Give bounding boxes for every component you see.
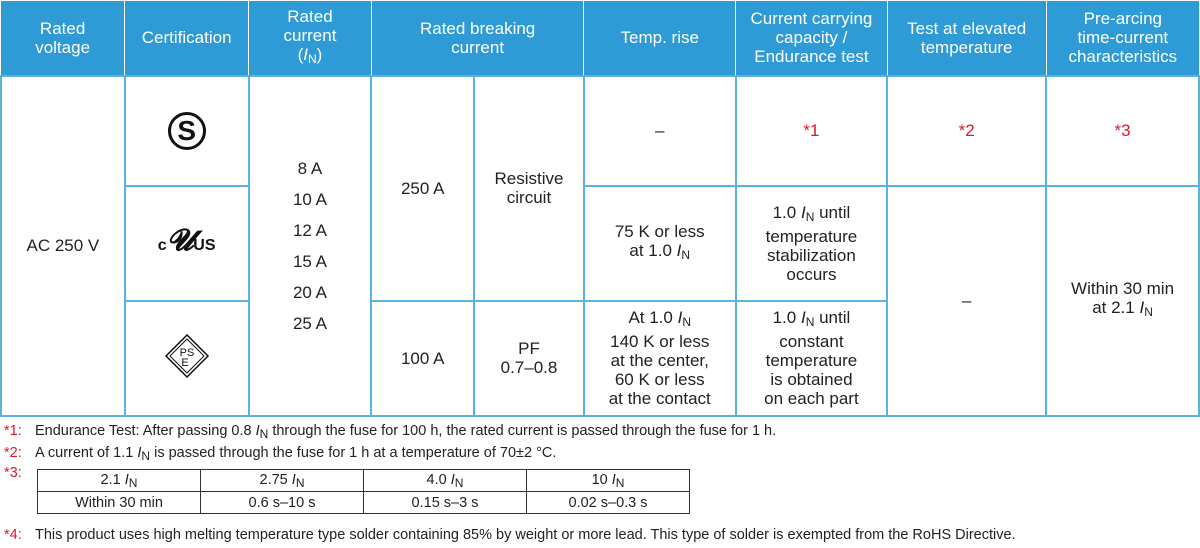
- time-table-header: 2.75 $I_N$: [201, 470, 364, 492]
- elevated-s-cell: *2: [887, 76, 1046, 186]
- footnote-3: *3:: [4, 465, 22, 481]
- header-pre-arcing: Pre-arcing time-current characteristics: [1046, 1, 1199, 76]
- voltage-cell: AC 250 V: [1, 76, 125, 416]
- time-table-header: 4.0 $I_N$: [364, 470, 527, 492]
- svg-text:PS: PS: [179, 347, 195, 359]
- time-table-cell: 0.15 s–3 s: [364, 492, 527, 514]
- s-mark-logo: S: [168, 112, 206, 150]
- time-table-header: 2.1 $I_N$: [38, 470, 201, 492]
- footnote-4: *4: This product uses high melting temperature type solder containing 85% by weight or more lead. This type of solder is exempted from the RoHS Directive.: [4, 527, 1016, 543]
- carry-pse-cell: 1.0 $I_N$ until constant temperature is obtained on each part: [736, 301, 888, 416]
- time-table-cell: 0.6 s–10 s: [201, 492, 364, 514]
- footnote-2: *2: A current of 1.1 $I_N$ is passed through the fuse for 1 h at a temperature of 70±2 °C.: [4, 445, 557, 463]
- prearcing-time-table: [37, 469, 690, 514]
- elevated-rest-cell: –: [887, 186, 1046, 416]
- resistive-circuit-cell: Resistive circuit: [474, 76, 584, 301]
- svg-text:E: E: [181, 357, 189, 369]
- s-mark-cell: [125, 76, 249, 186]
- header-rated-current: Rated current $(I_N)$: [249, 1, 372, 76]
- temp-rise-ul-cell: 75 K or less at 1.0 $I_N$: [584, 186, 736, 301]
- header-certification: Certification: [125, 1, 249, 76]
- ul-mark-cell: [125, 186, 249, 301]
- time-table-cell: Within 30 min: [38, 492, 201, 514]
- time-table-cell: 0.02 s–0.3 s: [527, 492, 690, 514]
- current-values-cell: 8 A 10 A 12 A 15 A 20 A 25 A: [249, 76, 372, 416]
- prearcing-s-cell: *3: [1046, 76, 1199, 186]
- carry-ul-cell: 1.0 $I_N$ until temperature stabilization occurs: [736, 186, 888, 301]
- breaking-250-cell: 250 A: [371, 76, 474, 301]
- header-temp-rise: Temp. rise: [584, 1, 736, 76]
- pf-cell: PF 0.7–0.8: [474, 301, 584, 416]
- header-elevated-temp: Test at elevated temperature: [887, 1, 1046, 76]
- header-rated-breaking-current: Rated breaking current: [371, 1, 584, 76]
- carry-s-cell: *1: [736, 76, 888, 186]
- ul-mark-logo: c𝓤US: [157, 224, 216, 257]
- breaking-100-cell: 100 A: [371, 301, 474, 416]
- footnote-1: *1: Endurance Test: After passing 0.8 $I_N$ through the fuse for 100 h, the rated current is passed through the fuse for 1 h.: [4, 423, 777, 441]
- pse-mark-logo: [164, 333, 210, 379]
- temp-rise-pse-cell: At 1.0 $I_N$ 140 K or less at the center, 60 K or less at the contact: [584, 301, 736, 416]
- header-rated-voltage: Rated voltage: [1, 1, 125, 76]
- time-table-header: 10 $I_N$: [527, 470, 690, 492]
- temp-rise-s-cell: –: [584, 76, 736, 186]
- pse-mark-cell: [125, 301, 249, 416]
- prearcing-rest-cell: Within 30 min at 2.1 $I_N$: [1046, 186, 1199, 416]
- header-current-carrying: Current carrying capacity / Endurance test: [736, 1, 888, 76]
